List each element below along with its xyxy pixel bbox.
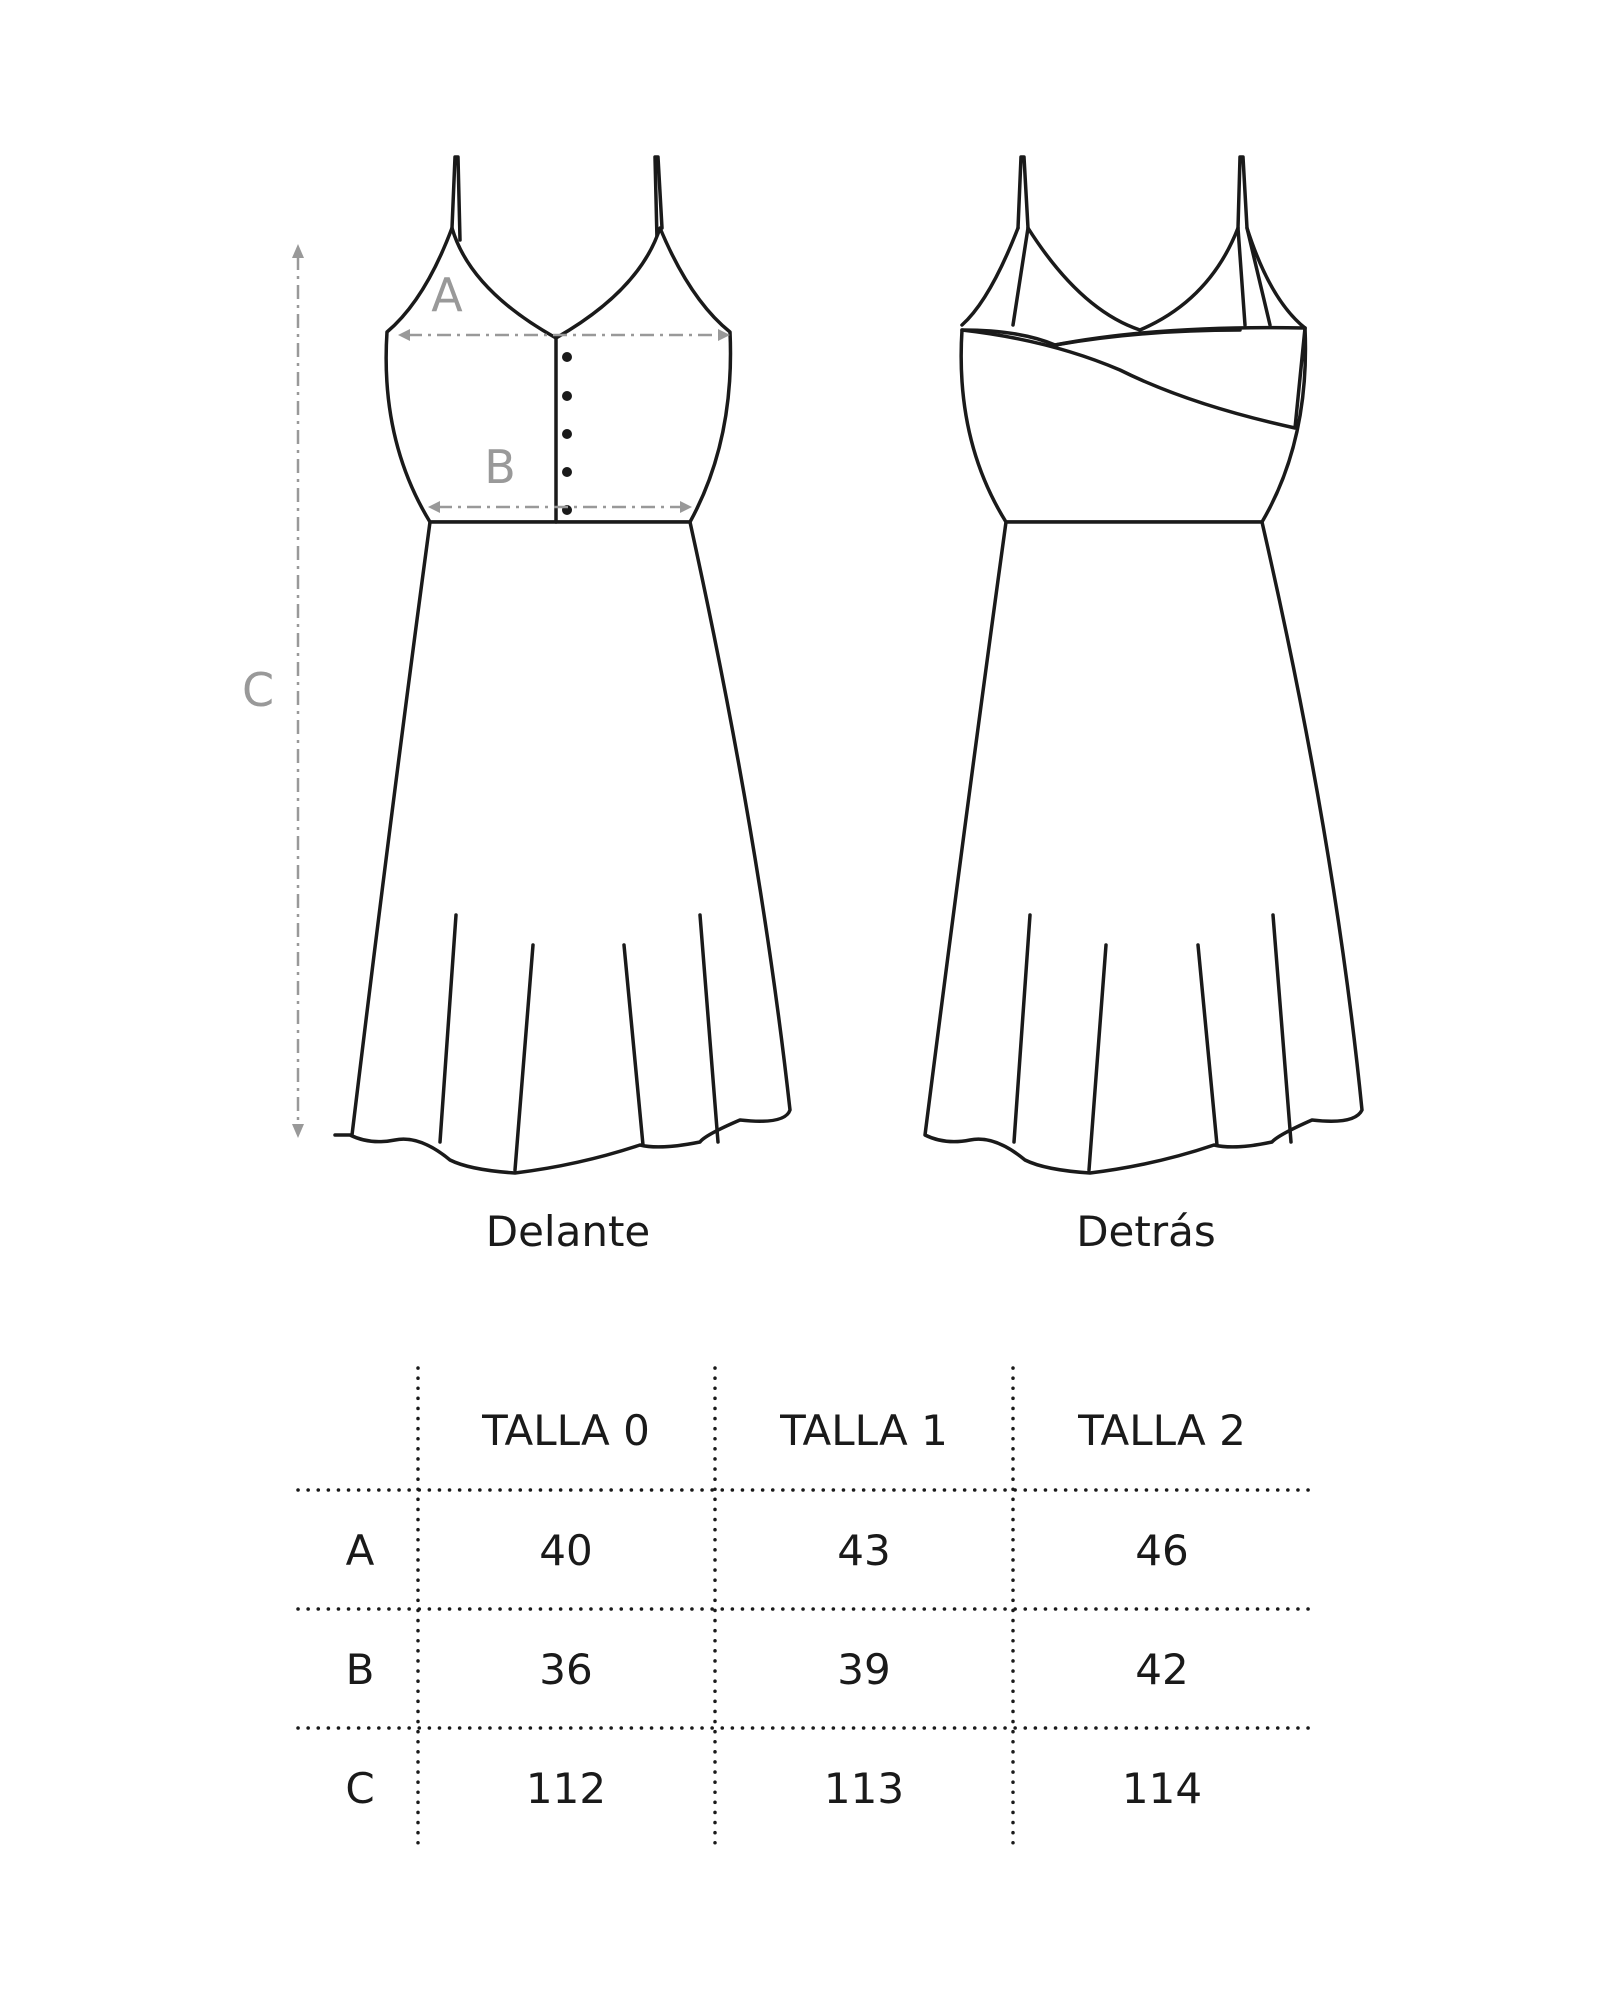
measure-c-label: C	[241, 663, 275, 717]
button-icon	[562, 352, 572, 362]
button-icon	[562, 467, 572, 477]
back-view-label: Detrás	[1076, 1207, 1216, 1256]
measure-c	[242, 244, 304, 1138]
size-table	[298, 1368, 1313, 1848]
table-cell: 114	[1121, 1764, 1203, 1813]
table-row-label: C	[345, 1764, 375, 1813]
table-cell: 112	[525, 1764, 607, 1813]
back-left-strap	[1013, 157, 1028, 325]
front-dress-drawing	[335, 157, 790, 1173]
table-header-size-1: TALLA 1	[780, 1406, 948, 1455]
table-cell: 46	[1135, 1526, 1189, 1575]
table-cell: 113	[823, 1764, 905, 1813]
table-header-size-0: TALLA 0	[482, 1406, 650, 1455]
button-icon	[562, 391, 572, 401]
table-cell: 40	[539, 1526, 593, 1575]
table-cell: 43	[837, 1526, 891, 1575]
front-skirt	[335, 522, 790, 1173]
back-dress-drawing	[925, 157, 1362, 1173]
table-header-size-2: TALLA 2	[1078, 1406, 1246, 1455]
back-right-strap	[1238, 157, 1270, 325]
measure-a-label: A	[431, 268, 463, 322]
button-icon	[562, 429, 572, 439]
front-view-label: Delante	[485, 1207, 651, 1256]
back-bodice	[961, 328, 1305, 522]
table-cell: 36	[539, 1645, 593, 1694]
arrow-up-icon	[292, 244, 304, 258]
table-cell: 42	[1135, 1645, 1189, 1694]
arrow-down-icon	[292, 1124, 304, 1138]
table-row-label: A	[345, 1526, 375, 1575]
table-cell: 39	[837, 1645, 891, 1694]
table-row-label: B	[345, 1645, 375, 1694]
measure-b-label: B	[484, 440, 516, 494]
back-skirt	[925, 522, 1362, 1173]
